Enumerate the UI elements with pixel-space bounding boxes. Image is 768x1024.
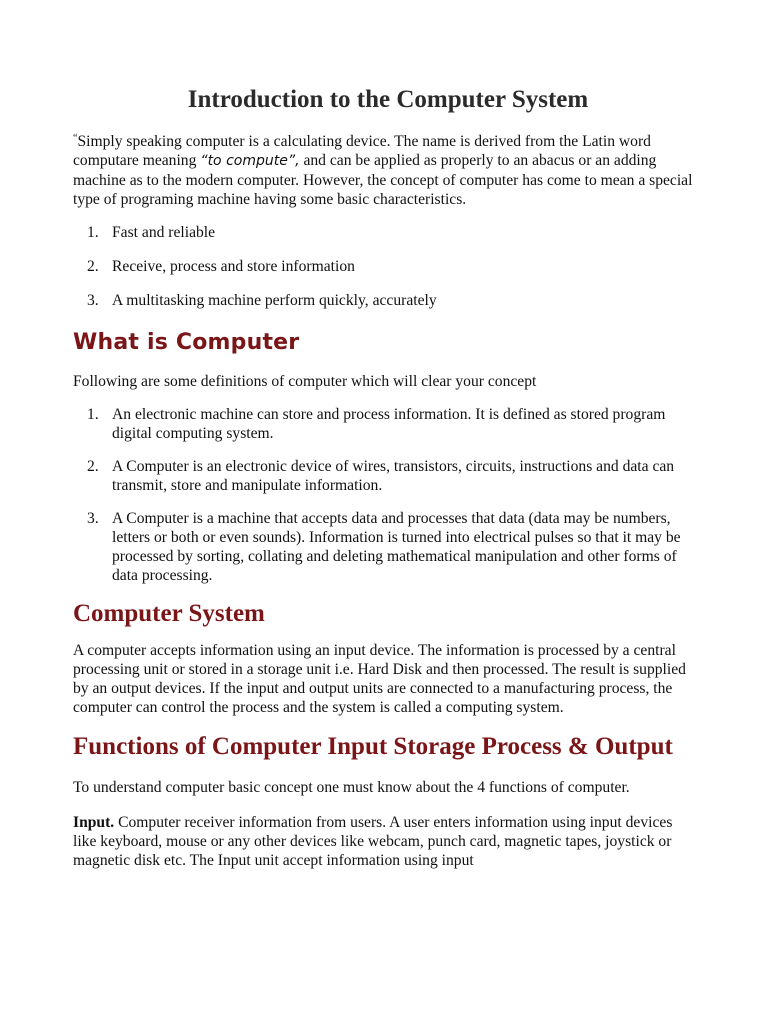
list-number: 1. bbox=[87, 224, 99, 241]
input-text: Computer receiver information from users. A user enters information using input devices like keyboard, mouse or any other devices like webcam, punch card, magnetic tapes, joystick or magnetic disk etc. The Input unit accept information using input bbox=[73, 814, 673, 869]
list-item-text: Fast and reliable bbox=[112, 224, 216, 241]
heading-what-is-computer: What is Computer bbox=[73, 330, 300, 355]
list-item bbox=[73, 509, 695, 585]
list-number: 2. bbox=[87, 258, 99, 275]
page-title: Introduction to the Computer System bbox=[187, 86, 589, 113]
intro-text-after: and can be applied as properly to an abacus or an adding machine as to the modern computer. However, the concept of computer has come to mean a special type of programing machine having some basic characteristics. bbox=[73, 152, 693, 208]
input-label: Input. bbox=[73, 814, 115, 831]
intro-paragraph bbox=[73, 129, 695, 209]
list-item bbox=[73, 257, 695, 276]
list-number: 3. bbox=[87, 510, 99, 527]
list-item bbox=[73, 291, 695, 310]
characteristics-list bbox=[73, 223, 695, 310]
heading-functions: Functions of Computer Input Storage Process & Output bbox=[73, 733, 673, 760]
list-number: 3. bbox=[87, 292, 99, 309]
heading-computer-system: Computer System bbox=[73, 600, 265, 627]
list-item bbox=[73, 405, 695, 443]
list-item-text: An electronic machine can store and process information. It is defined as stored program digital computing system. bbox=[112, 406, 666, 442]
list-item-text: A multitasking machine perform quickly, accurately bbox=[112, 292, 437, 309]
intro-text-before: Simply speaking computer is a calculating device. The name is derived from the Latin word computare meaning bbox=[73, 133, 651, 169]
definitions-list bbox=[73, 405, 695, 585]
open-quote-mark: “ bbox=[73, 133, 78, 144]
input-paragraph bbox=[73, 813, 695, 870]
list-item bbox=[73, 223, 695, 242]
definitions-lead: Following are some definitions of computer which will clear your concept bbox=[73, 373, 537, 390]
list-item-text: A Computer is an electronic device of wires, transistors, circuits, instructions and data can transmit, store and manipulate information. bbox=[112, 458, 675, 494]
computer-system-paragraph: A computer accepts information using an input device. The information is processed by a central processing unit or stored in a storage unit i.e. Hard Disk and then processed. The result is supplied by an output devices. If the input and output units are connected to a manufacturing process, the computer can control the process and the system is called a computing system. bbox=[73, 642, 686, 716]
list-item-text: Receive, process and store information bbox=[112, 258, 355, 275]
document-page bbox=[73, 0, 695, 870]
functions-lead: To understand computer basic concept one must know about the 4 functions of computer. bbox=[73, 779, 630, 796]
list-item bbox=[73, 457, 695, 495]
intro-italic-phrase: “to compute”, bbox=[200, 153, 300, 169]
list-number: 2. bbox=[87, 458, 99, 475]
list-number: 1. bbox=[87, 406, 99, 423]
list-item-text: A Computer is a machine that accepts data and processes that data (data may be numbers, letters or both or even sounds). Information is turned into electrical pulses so that it may be processed by sorting, collating and deleting mathematical manipulation and other forms of data processing. bbox=[112, 510, 681, 584]
